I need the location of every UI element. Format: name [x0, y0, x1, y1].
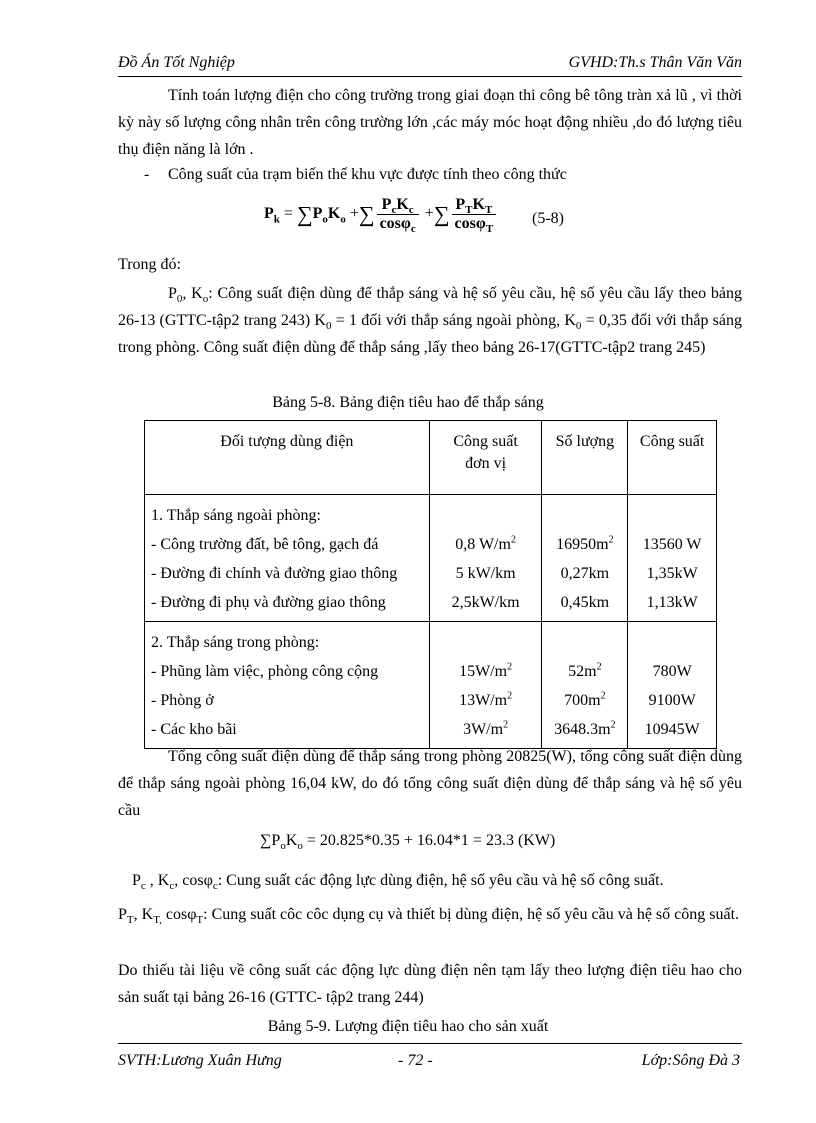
row-power: 1,13kW	[646, 594, 698, 611]
pc-text: : Cung suất các động lực dùng điện, hệ số yêu cầu và hệ số công suất.	[217, 872, 664, 889]
row-qty: 0,27km	[560, 565, 610, 582]
frac1-den: cosφ	[379, 215, 411, 232]
frac2-num-sub: T	[465, 204, 473, 217]
p0-text-2: = 1 đối với thắp sáng ngoài phòng, K	[331, 312, 576, 329]
row-name: - Công trường đất, bê tông, gạch đá	[151, 536, 379, 553]
row-name: - Phũng làm việc, phòng công cộng	[151, 663, 379, 680]
equation-number: (5-8)	[532, 210, 564, 227]
row-power: 10945W	[644, 721, 700, 738]
group1-power	[628, 495, 717, 622]
pt-description: $P_T$, $K_{T,}$ cosφ$_T$: Cung suất côc côc dụng cụ và thiết bị dùng điện, hệ số yêu cầu và hệ số công suất.	[118, 906, 740, 927]
k0-sub: o	[202, 293, 209, 306]
lack-paragraph: Do thiếu tài liệu về công suất các động lực dùng điện nên tạm lấy theo lượng điện tiêu hao cho sản suất tại bảng 26-16 (GTTC- tập2 trang 244)	[118, 962, 742, 1006]
page-footer	[118, 1043, 742, 1074]
formula-term1-sub: o	[322, 213, 328, 226]
row-unit: $15W/m^2$	[459, 661, 513, 680]
table-row-group2	[145, 622, 717, 749]
formula-fraction-2	[452, 196, 497, 236]
row-power: 780W	[652, 663, 692, 680]
page-header	[118, 52, 742, 77]
group1-qty	[542, 495, 628, 622]
group2-names	[145, 622, 430, 749]
header-cell	[429, 421, 542, 495]
p0-description	[118, 280, 742, 361]
total-paragraph: Tổng công suất điện dùng để thắp sáng trong phòng 20825(W), tổng công suất điện dùng để thắp sáng ngoài phòng 16,04 kW, do đó tổng công suất điện dùng để thắp sáng và hệ số yêu cầu	[118, 748, 742, 819]
formula-plus-2: +	[424, 205, 434, 223]
header-unit-power: Công suất đơn vị	[453, 433, 518, 472]
row-unit: $13W/m^2$	[459, 690, 513, 709]
header-supervisor: GVHD:Th.s Thân Văn Văn	[568, 54, 742, 71]
sum-result: = 20.825*0.35 + 16.04*1 = 23.3 (KW)	[302, 832, 556, 849]
row-unit: 0,8 $W/m^2$	[455, 534, 516, 553]
k0-sub-3: 0	[575, 320, 582, 333]
lighting-table	[144, 420, 717, 749]
k0-sub-2: 0	[325, 320, 332, 333]
group1-names	[145, 495, 430, 622]
formula-plus-1: +	[349, 205, 359, 223]
table-row-group1	[145, 495, 717, 622]
sum-sigma: ∑	[260, 832, 272, 849]
p0-sub: 0	[176, 293, 183, 306]
frac2-den-sub: T	[485, 223, 494, 236]
k0-symbol: , K	[182, 285, 203, 302]
footer-class: Lớp:Sông Đà 3	[641, 1052, 740, 1069]
group1-units	[429, 495, 542, 622]
power-formula	[264, 196, 498, 246]
bullet-dash: -	[144, 166, 150, 183]
group-title: 1. Thắp sáng ngoài phòng:	[151, 507, 321, 524]
frac2-num: P	[455, 196, 466, 213]
pc-description: $P_c$ , $K_c$, cosφ$_c$: Cung suất các động lực dùng điện, hệ số yêu cầu và hệ số công suất.	[132, 872, 664, 893]
intro-paragraph: Tính toán lượng điện cho công trường trong giai đoạn thi công bê tông tràn xả lũ , vì thời kỳ này số lượng công nhân trên công trường lớn ,các máy móc hoạt động nhiều ,do đó lượng tiêu thụ điện năng là lớn .	[118, 87, 742, 158]
header-cell: Công suất	[628, 421, 717, 495]
row-name: - Các kho bãi	[151, 721, 237, 738]
frac1-num2-sub: c	[408, 204, 414, 217]
p0-text-3: = 0,35 đối với thắp sáng trong phòng. Công suất điện dùng để thắp sáng ,lấy theo bảng 26-17(GTTC-tập2 trang 245)	[118, 312, 743, 356]
group2-qty	[542, 622, 628, 749]
row-name: - Phòng ở	[151, 692, 214, 709]
formula-sigma-3: ∑	[433, 201, 450, 227]
p0-text-1: : Công suất điện dùng để thắp sáng và hệ số yêu cầu, hệ số yêu cầu lấy theo bảng 26-13 (GTTC-tập2 trang 243) K	[118, 285, 742, 329]
row-qty: $3648.3m^2$	[554, 719, 616, 738]
frac2-num2-sub: T	[484, 204, 493, 217]
group2-power	[628, 622, 717, 749]
sum-formula: $\sum P_oK_o = 20.825*0.35 + 16.04*1 = 23.3$ (KW)	[260, 832, 556, 853]
table2-caption: Bảng 5-9. Lượng điện tiêu hao cho sản xuất	[267, 1018, 549, 1035]
formula-fraction-1	[377, 196, 419, 236]
group2-units	[429, 622, 542, 749]
row-name: - Đường đi chính và đường giao thông	[151, 565, 398, 582]
bullet-text: Công suất của trạm biến thế khu vực được tính theo công thức	[168, 166, 567, 183]
table-header-row	[145, 421, 717, 495]
frac1-num-sub: c	[391, 204, 397, 217]
formula-sigma-1: ∑	[296, 201, 313, 227]
formula-equals: =	[283, 205, 293, 223]
formula-lhs: P	[264, 205, 274, 223]
frac1-den-sub: c	[410, 223, 416, 236]
p0-symbol: P	[168, 285, 177, 302]
bullet-item	[144, 166, 567, 184]
row-power: 9100W	[648, 692, 696, 709]
row-power: 13560 W	[642, 536, 702, 553]
row-qty: $700m^2$	[564, 690, 606, 709]
header-cell: Số lượng	[542, 421, 628, 495]
row-unit: 2,5kW/km	[451, 594, 520, 611]
row-qty: $52m^2$	[568, 661, 602, 680]
formula-sigma-2: ∑	[358, 201, 375, 227]
header-cell: Đối tượng dùng điện	[145, 421, 430, 495]
formula-lhs-sub: k	[273, 213, 280, 226]
trong-do-label: Trong đó:	[118, 256, 181, 273]
row-unit: $3W/m^2$	[463, 719, 509, 738]
row-unit: 5 kW/km	[455, 565, 516, 582]
row-name: - Đường đi phụ và đường giao thông	[151, 594, 386, 611]
frac2-den: cosφ	[454, 215, 486, 232]
footer-page-number: - 72 -	[398, 1052, 433, 1069]
frac1-num2: K	[396, 196, 409, 213]
formula-term1: P	[312, 205, 323, 223]
footer-student: SVTH:Lương Xuân Hưng	[118, 1052, 282, 1069]
formula-term1b-sub: o	[340, 213, 346, 226]
frac1-num: P	[381, 196, 392, 213]
frac2-num2: K	[472, 196, 485, 213]
row-power: 1,35kW	[646, 565, 698, 582]
pt-text: : Cung suất côc côc dụng cụ và thiết bị dùng điện, hệ số yêu cầu và hệ số công suất.	[203, 906, 740, 923]
table1-caption: Bảng 5-8. Bảng điện tiêu hao để thắp sáng	[272, 394, 544, 411]
formula-term1b: K	[327, 205, 341, 223]
row-qty: 0,45km	[560, 594, 610, 611]
group-title: 2. Thắp sáng trong phòng:	[151, 634, 320, 651]
header-title: Đồ Án Tốt Nghiệp	[118, 54, 235, 71]
row-qty: $16950m^2$	[556, 534, 614, 553]
